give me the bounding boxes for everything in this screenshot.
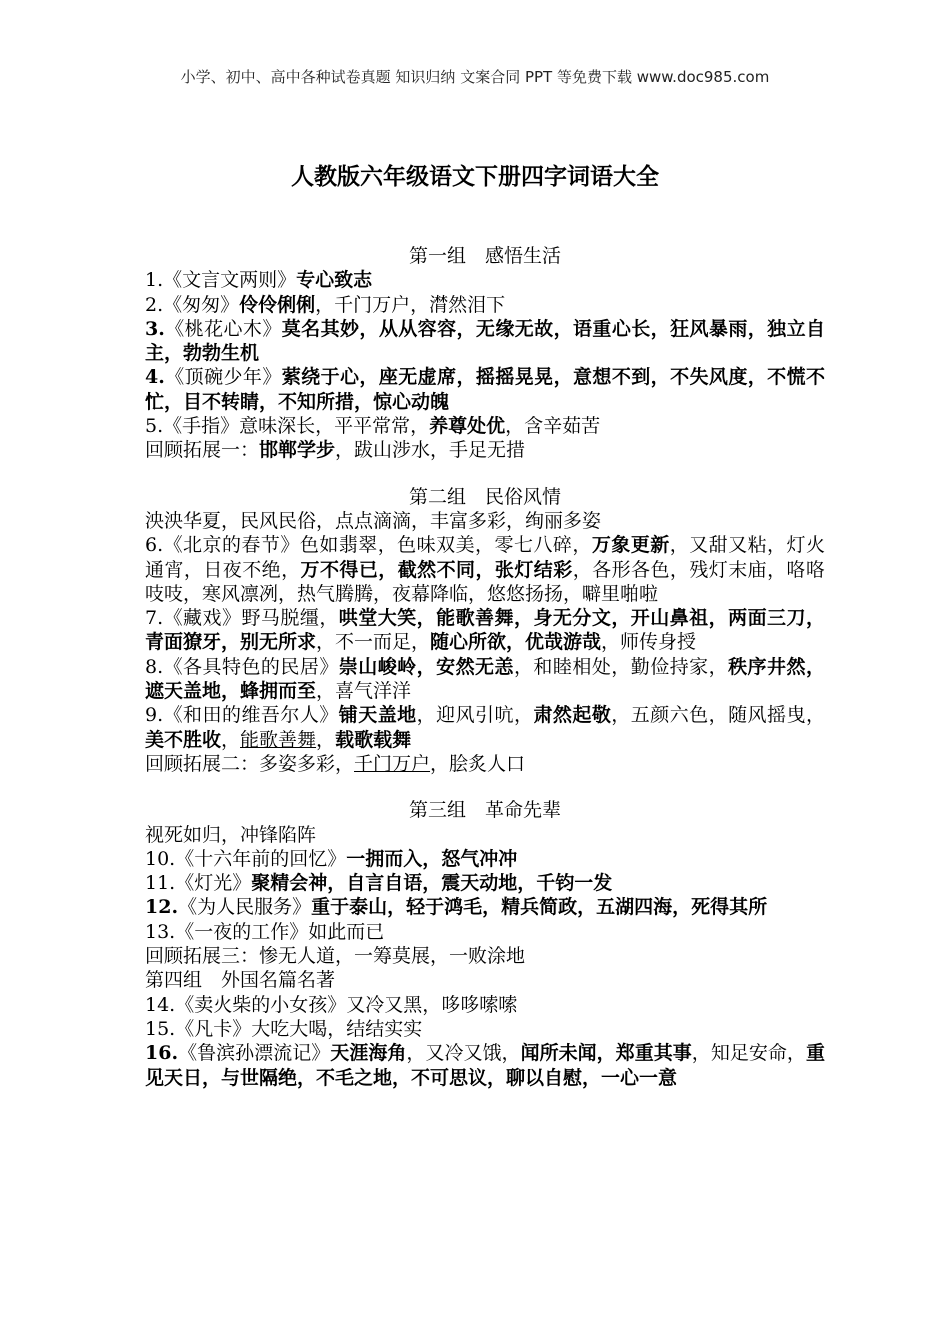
text-run: 《鲁滨孙漂流记》 [178,1042,331,1065]
text-run: ，知足安命， [691,1042,806,1065]
text-run: 13.《一夜的工作》如此而已 [145,920,385,943]
text-run: 天涯海角 [330,1042,407,1065]
text-run: 15.《凡卡》大吃大喝，结结实实 [145,1017,423,1040]
word-list-line [145,606,825,655]
text-run: 1.《文言文两则》 [145,269,297,292]
text-run: 肃然起敬 [533,704,612,727]
word-list-line [145,1017,825,1041]
text-run: 能歌善舞 [240,728,317,751]
text-run: 6.《北京的春节》色如翡翠，色味双美，零七八碎， [145,534,592,557]
word-list-line [145,944,825,968]
word-list-line [145,317,825,366]
word-list-line [145,993,825,1017]
text-run: ，各形各色，残灯末庙，咯咯吱吱，寒风凛冽，热气腾腾，夜幕降临，悠悠扬扬，噼里啪啦 [145,558,825,605]
document-body [145,244,825,1090]
text-run: ，又冷又饿， [406,1042,521,1065]
text-run: ， [316,728,336,751]
group-heading: 第二组 民俗风情 [408,485,561,508]
word-list-line [145,703,825,752]
text-run: ， [221,728,241,751]
word-list-line [145,752,825,776]
word-list-line [145,414,825,438]
word-list-line [145,655,825,704]
text-run: 邯郸学步 [259,439,336,462]
text-run: 萦绕于心，座无虚席，摇摇晃晃，意想不到，不失风度，不慌不忙，目不转睛，不知所措，惊心动魄 [145,366,825,413]
group-lines [145,509,825,776]
text-run: 重见天日，与世隔绝，不毛之地，不可思议，聊以自慰，一心一意 [145,1042,825,1089]
text-run: 16. [145,1042,179,1065]
text-run: ，师传身授 [601,631,697,654]
text-run: 载歌载舞 [335,728,412,751]
text-run: 随心所欲，优哉游哉 [430,631,602,654]
text-run: 莫名其妙，从从容容，无缘无故，语重心长，狂风暴雨，独立自主，勃勃生机 [145,317,825,365]
text-run: 养尊处优 [429,415,506,438]
document-title: 人教版六年级语文下册四字词语大全 [291,163,659,190]
text-run: 7.《藏戏》野马脱缰， [145,607,339,630]
text-run: ，迎风引吭， [416,704,534,727]
text-run: 回顾拓展二：多姿多彩， [145,752,355,775]
text-run: ，含辛茹苦 [505,415,601,438]
text-run: ，五颜六色，随风摇曳， [611,704,825,727]
page-header: 小学、初中、高中各种试卷真题 知识归纳 文案合同 PPT 等免费下载 www.doc985.com [180,68,770,86]
word-list-line [145,268,825,292]
text-run: 回顾拓展一： [145,439,260,462]
text-run: 8.《各具特色的民居》 [145,655,339,678]
word-list-line [145,533,825,606]
text-run: 2.《匆匆》 [145,293,240,316]
text-run: 一拥而入，怒气冲冲 [346,847,518,870]
text-run: 哄堂大笑，能歌善舞，身无分文，开山鼻祖，两面三刀，青面獠牙，别无所求 [145,607,825,654]
word-list-line [145,1041,825,1090]
text-run: 泱泱华夏，民风民俗，点点滴滴，丰富多彩，绚丽多姿 [145,509,602,532]
text-run: 4. [145,366,165,389]
text-run: 《为人民服务》 [178,896,312,919]
word-list-line [145,871,825,895]
text-run: ，跋山涉水，手足无措 [335,439,526,462]
text-run: 专心致志 [296,269,373,292]
word-list-line [145,895,825,919]
text-run: 12. [145,896,179,919]
group-lines [145,823,825,969]
word-list-line [145,847,825,871]
text-run: 14.《卖火柴的小女孩》又冷又黑，哆哆嗦嗦 [145,993,518,1016]
text-run: 5.《手指》意味深长，平平常常， [145,415,430,438]
text-run: 视死如归，冲锋陷阵 [145,823,317,846]
text-run: 10.《十六年前的回忆》 [145,847,347,870]
group-2 [145,485,825,777]
text-run: ，千门万户，潸然泪下 [315,293,506,316]
text-run: 万不得已，截然不同，张灯结彩 [300,558,573,581]
text-run: 千门万户 [354,752,431,775]
group-4 [145,968,825,1089]
text-run: ，和睦相处，勤俭持家， [513,655,729,678]
group-heading: 第三组 革命先辈 [408,799,561,822]
text-run: 美不胜收 [145,728,222,751]
group-heading: 第四组 外国名篇名著 [145,969,336,992]
text-run: 9.《和田的维吾尔人》 [145,704,339,727]
text-run: ，喜气洋洋 [316,680,412,703]
text-run: 崇山峻岭，安然无恙 [338,655,514,678]
text-run: 伶伶俐俐 [239,293,316,316]
text-run: 铺天盖地 [338,704,417,727]
text-run: ，脍炙人口 [430,752,526,775]
text-run: ，不一而足， [316,631,431,654]
group-lines [145,993,825,1090]
text-run: 秩序井然，遮天盖地，蜂拥而至 [145,655,825,703]
group-1 [145,244,825,463]
text-run: 《顶碗少年》 [164,366,282,389]
word-list-line [145,365,825,414]
text-run: 回顾拓展三：惨无人道，一筹莫展，一败涂地 [145,945,526,968]
group-heading: 第一组 感悟生活 [408,245,561,267]
word-list-line [145,823,825,847]
text-run: 重于泰山，轻于鸿毛，精兵简政，五湖四海，死得其所 [311,896,768,919]
group-3 [145,798,825,968]
word-list-line [145,509,825,533]
group-lines [145,268,825,462]
word-list-line [145,920,825,944]
text-run: ，又甜又粘，灯火通宵，日夜不绝， [145,534,825,581]
word-list-line [145,293,825,317]
text-run: 11.《灯光》 [145,872,252,895]
text-run: 万象更新 [591,534,670,557]
word-list-line [145,438,825,462]
text-run: 《桃花心木》 [164,317,282,340]
text-run: 聚精会神，自言自语，震天动地，千钧一发 [251,872,613,895]
text-run: 闻所未闻，郑重其事 [520,1042,692,1065]
text-run: 3. [145,317,165,340]
